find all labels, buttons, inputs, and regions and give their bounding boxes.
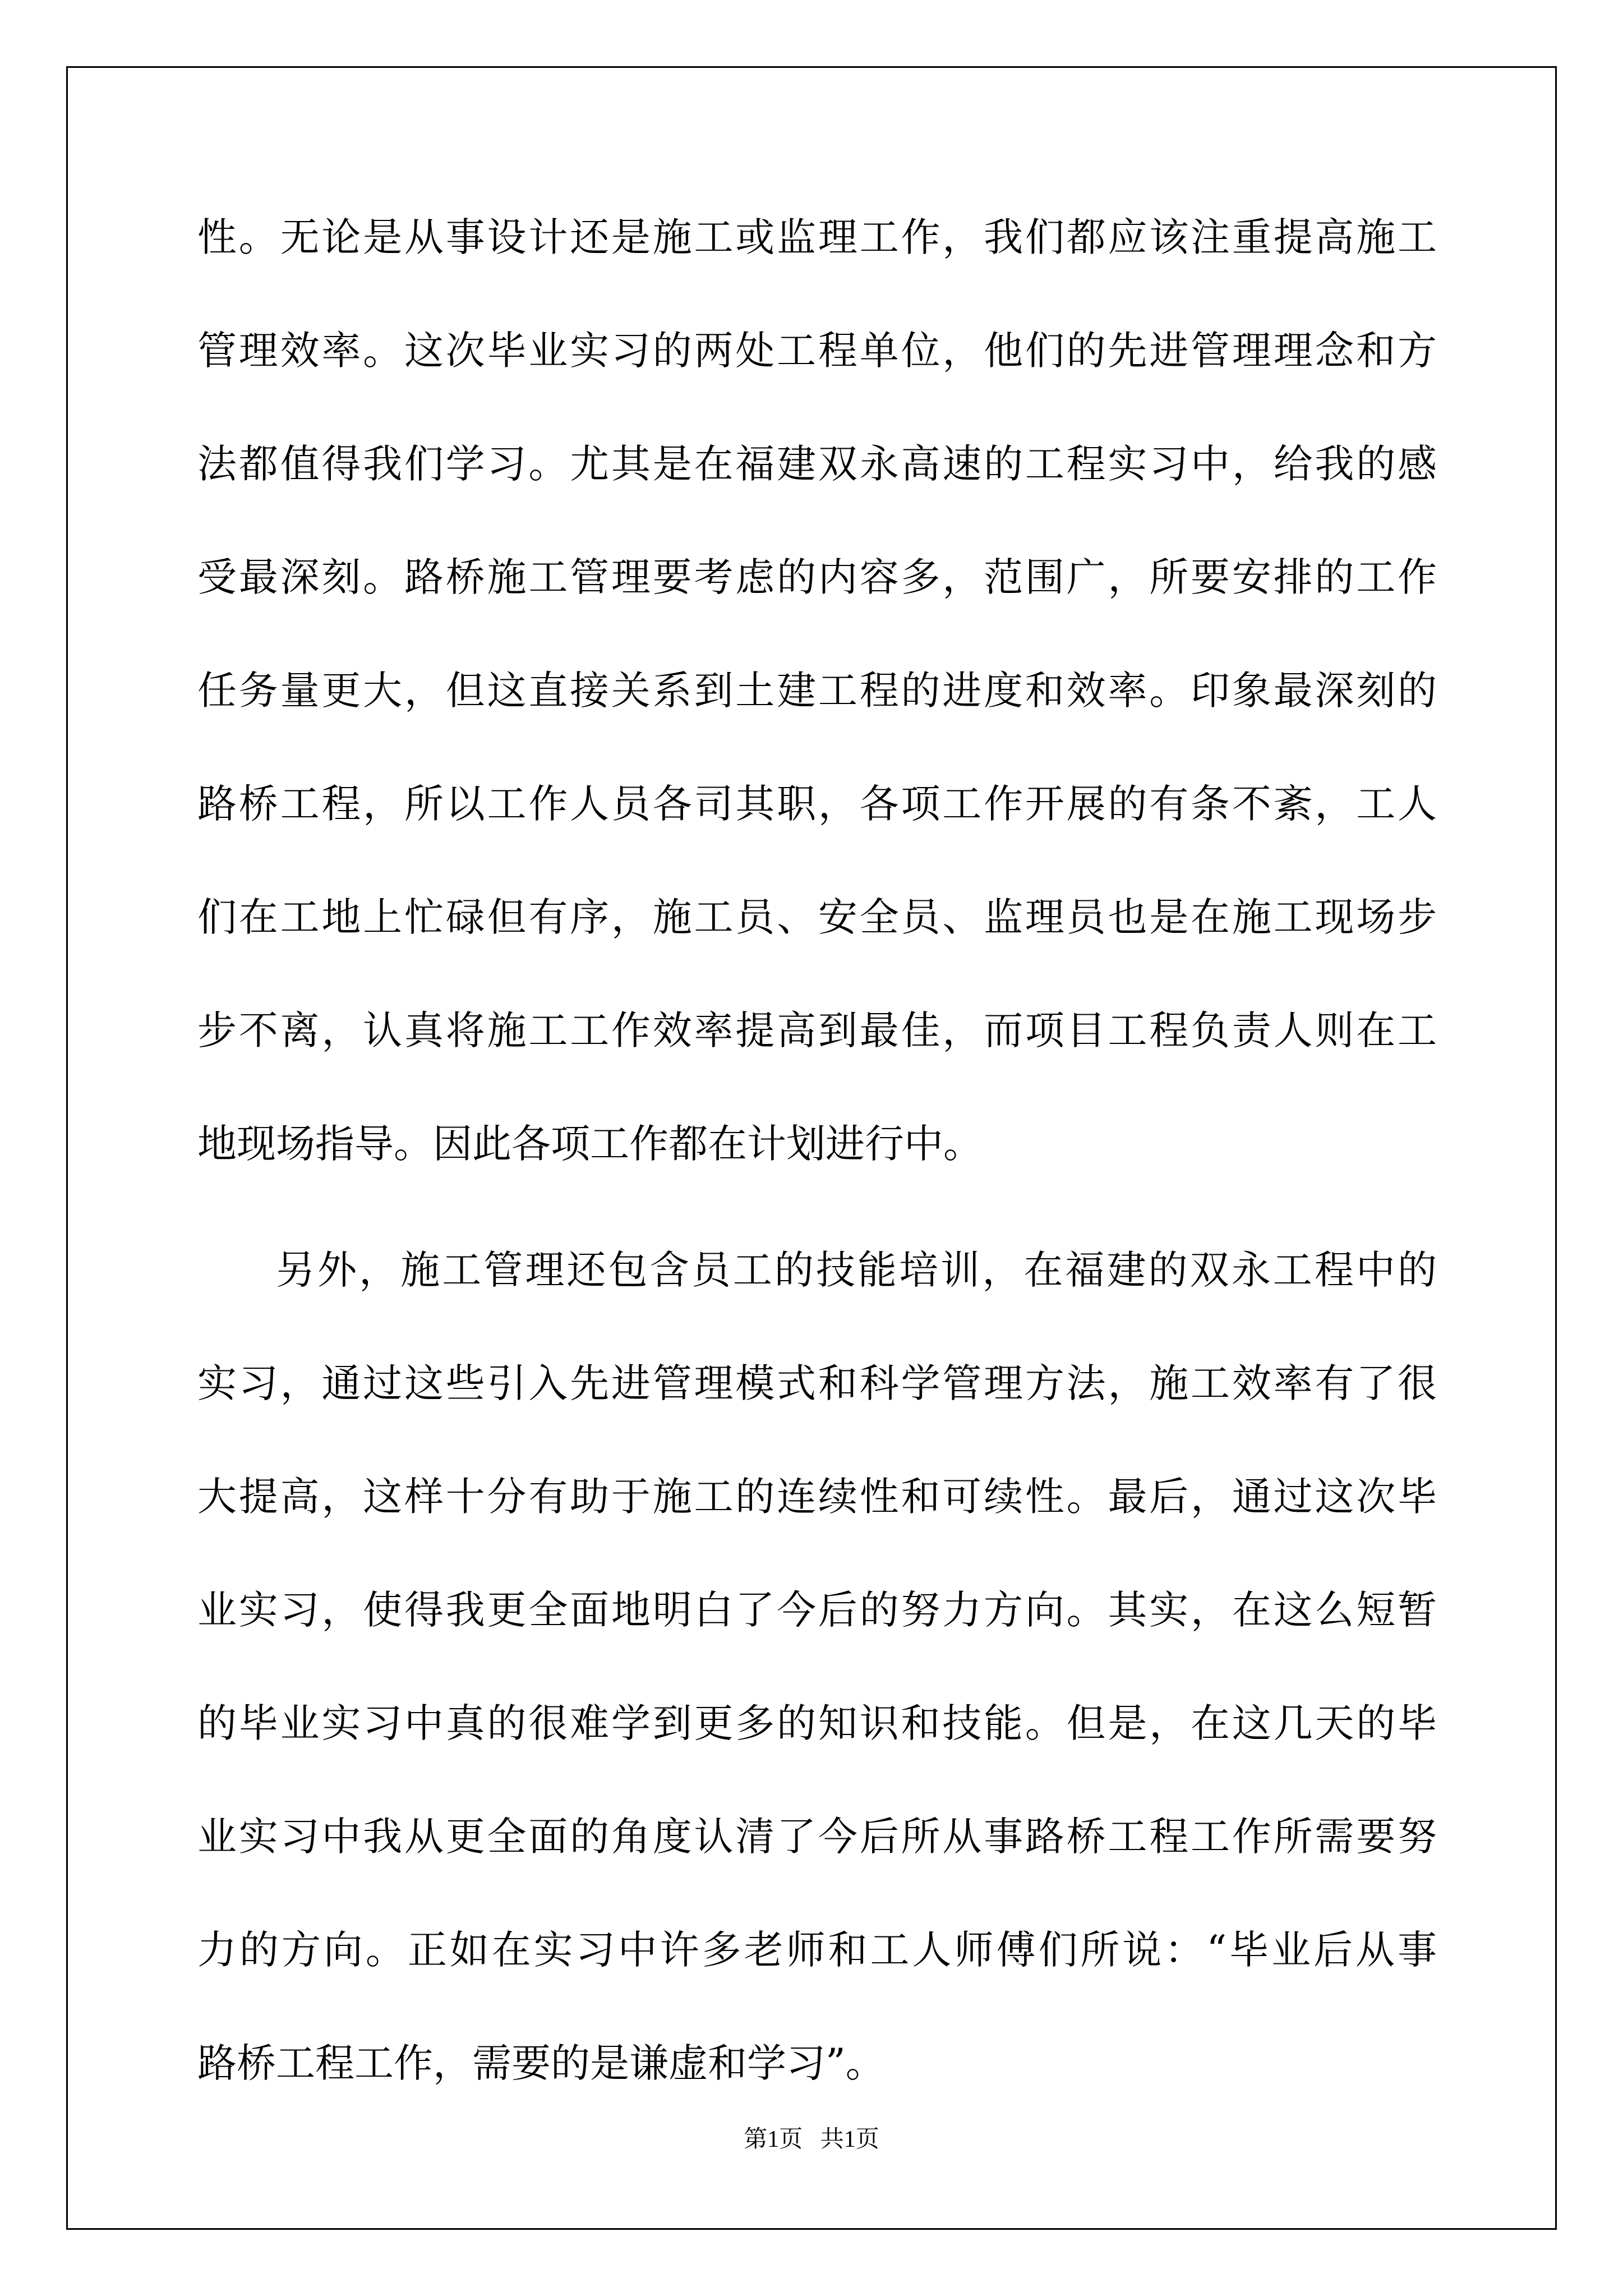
paragraph-2-line-1: 另外，施工管理还包含员工的技能培训，在福建的双永工程中的 [276, 1247, 1437, 1293]
paragraph-1-line-4: 受最深刻。路桥施工管理要考虑的内容多，范围广，所要安排的工作 [197, 554, 1437, 600]
paragraph-1-line-5: 任务量更大，但这直接关系到土建工程的进度和效率。印象最深刻的 [197, 668, 1437, 714]
paragraph-1-line-6: 路桥工程，所以工作人员各司其职，各项工作开展的有条不紊，工人 [197, 781, 1437, 827]
paragraph-2-line-7: 力的方向。正如在实习中许多老师和工人师傅们所说：“毕业后从事 [197, 1927, 1437, 1973]
paragraph-2-line-5: 的毕业实习中真的很难学到更多的知识和技能。但是，在这几天的毕 [197, 1700, 1437, 1746]
paragraph-2-line-3: 大提高，这样十分有助于施工的连续性和可续性。最后，通过这次毕 [197, 1474, 1437, 1520]
paragraph-2-line-8: 路桥工程工作，需要的是谦虚和学习”。 [197, 2040, 885, 2086]
paragraph-1-line-7: 们在工地上忙碌但有序，施工员、安全员、监理员也是在施工现场步 [197, 894, 1437, 940]
paragraph-2-line-6: 业实习中我从更全面的角度认清了今后所从事路桥工程工作所需要努 [197, 1814, 1437, 1860]
paragraph-1-line-8: 步不离，认真将施工工作效率提高到最佳，而项目工程负责人则在工 [197, 1007, 1437, 1053]
paragraph-2-line-4: 业实习，使得我更全面地明白了今后的努力方向。其实，在这么短暂 [197, 1587, 1437, 1633]
paragraph-1-line-9: 地现场指导。因此各项工作都在计划进行中。 [197, 1121, 983, 1167]
paragraph-1-line-2: 管理效率。这次毕业实习的两处工程单位，他们的先进管理理念和方 [197, 328, 1437, 374]
document-body [197, 214, 1437, 2157]
paragraph-2-line-2: 实习，通过这些引入先进管理模式和科学管理方法，施工效率有了很 [197, 1360, 1437, 1406]
page-number-footer: 第1页 共1页 [744, 2127, 879, 2152]
paragraph-1-line-3: 法都值得我们学习。尤其是在福建双永高速的工程实习中，给我的感 [197, 441, 1437, 487]
paragraph-1-line-1: 性。无论是从事设计还是施工或监理工作，我们都应该注重提高施工 [197, 214, 1437, 260]
